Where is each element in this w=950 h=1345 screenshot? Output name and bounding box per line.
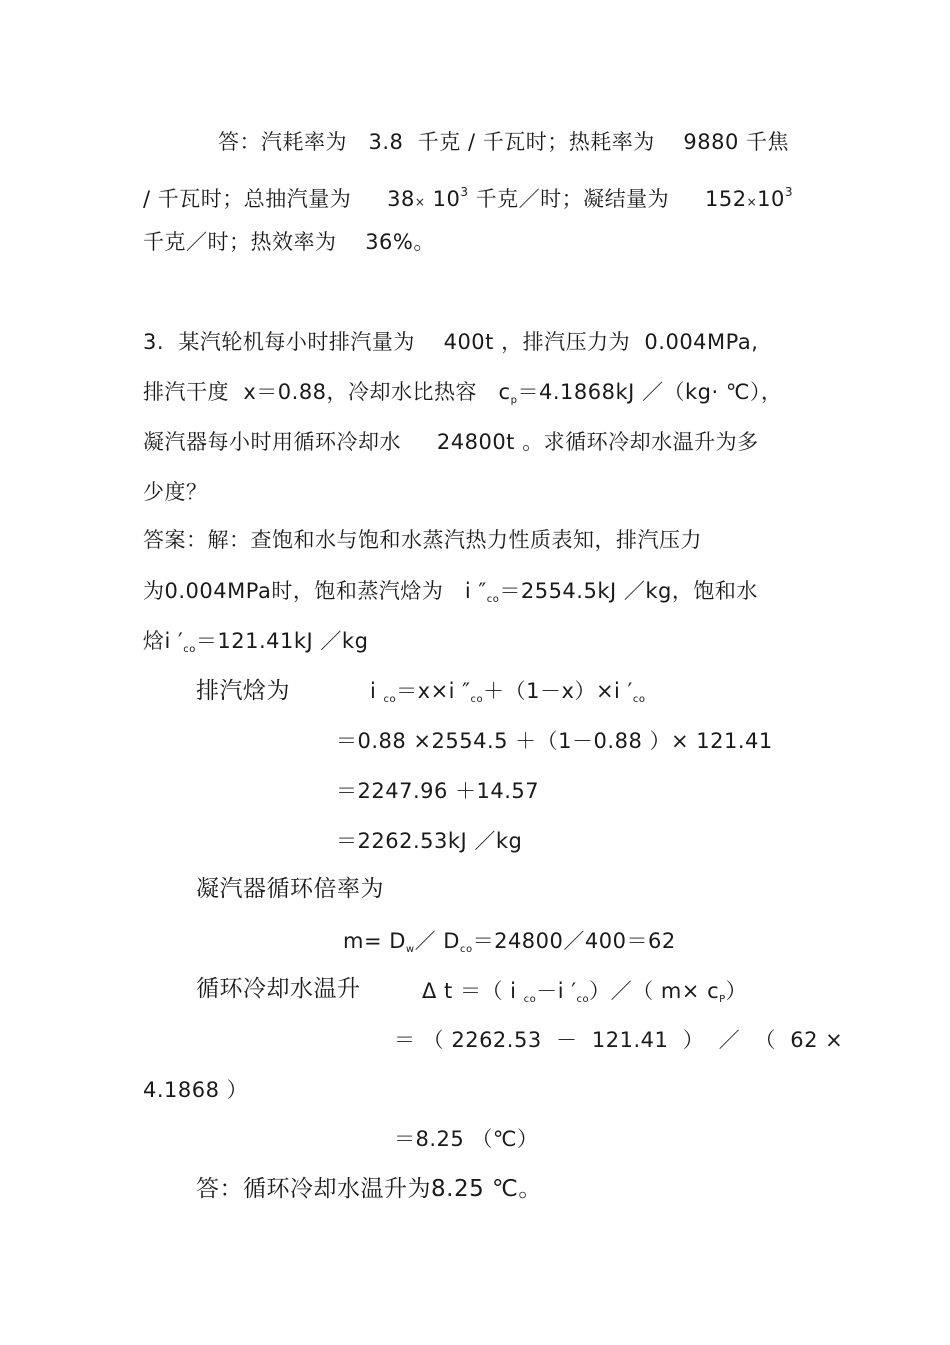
text: ＝x×i ″ xyxy=(396,679,471,703)
text: 答案：解：查饱和水与饱和水蒸汽热力性质表知，排汽压力 xyxy=(143,528,702,552)
text: 凝汽器循环倍率为 xyxy=(196,876,384,902)
answer-line-1 xyxy=(143,525,702,555)
text: 排汽焓为 xyxy=(196,678,290,704)
ratio-formula xyxy=(343,926,676,965)
prev-answer-line-3 xyxy=(143,227,435,257)
text: ＝0.88 ×2554.5 ＋（1－0.88 ）× 121.41 xyxy=(336,729,773,753)
temp-rise-formula xyxy=(422,976,747,1015)
subscript: co xyxy=(632,694,646,705)
text: 答：循环冷却水温升为8.25 ℃。 xyxy=(196,1176,542,1202)
question-line-2 xyxy=(143,377,782,416)
temp-rise-label xyxy=(196,974,361,1004)
subscript: co xyxy=(183,644,196,655)
text: ＝ （ 2262.53 － 121.41 ） ／ （ 62 × xyxy=(394,1028,844,1052)
text: 少度？ xyxy=(143,480,208,504)
text: －i ′ xyxy=(536,979,577,1003)
text: 排汽干度 x＝0.88，冷却水比热容 c xyxy=(143,380,511,404)
subscript: co xyxy=(383,694,397,705)
subscript: p xyxy=(510,395,518,406)
text: ＋（1－x）×i ′ xyxy=(483,679,633,703)
text: 凝汽器每小时用循环冷却水 24800t 。求循环冷却水温升为多 xyxy=(143,430,759,454)
text: 循环冷却水温升 xyxy=(196,976,361,1002)
temp-rise-step-1 xyxy=(394,1025,843,1055)
subscript: co xyxy=(523,994,537,1005)
text: ＝2247.96 ＋14.57 xyxy=(336,779,540,803)
temp-rise-result xyxy=(394,1124,539,1154)
text: ＝2554.5kJ ／kg，饱和水 xyxy=(499,579,758,603)
question-line-3 xyxy=(143,427,759,457)
exponent: 3 xyxy=(460,185,469,199)
multiply-sign: × xyxy=(414,195,426,209)
text: ） xyxy=(725,979,748,1003)
temp-rise-step-1-cont xyxy=(143,1075,248,1105)
answer-line-2 xyxy=(143,576,758,615)
text: / 千瓦时；总抽汽量为 38 xyxy=(143,187,415,211)
enthalpy-step-2 xyxy=(336,776,539,806)
enthalpy-step-1 xyxy=(336,726,773,756)
text: Δ t ＝（ i xyxy=(422,979,524,1003)
enthalpy-formula xyxy=(370,676,645,715)
text: ／ D xyxy=(414,929,460,953)
text: ＝4.1868kJ ／（kg· ℃）， xyxy=(517,380,783,404)
text: 4.1868 ） xyxy=(143,1078,249,1102)
final-answer xyxy=(196,1174,542,1204)
text: i xyxy=(370,679,384,703)
text: 千克／时；热效率为 36%。 xyxy=(143,230,435,254)
question-line-1 xyxy=(143,327,758,357)
text: 10 xyxy=(425,187,461,211)
text: ＝121.41kJ ／kg xyxy=(195,629,369,653)
question-line-4 xyxy=(143,477,208,507)
text: 3. 某汽轮机每小时排汽量为 400t ，排汽压力为 0.004MPa, xyxy=(143,330,759,354)
subscript: co xyxy=(459,944,473,955)
prev-answer-line-2 xyxy=(143,177,793,217)
text: 10 xyxy=(757,187,785,211)
exponent: 3 xyxy=(784,185,794,199)
subscript: co xyxy=(486,594,500,605)
subscript: co xyxy=(470,694,484,705)
enthalpy-result xyxy=(336,826,522,856)
prev-answer-line-1 xyxy=(218,127,789,157)
subscript: w xyxy=(405,944,415,955)
subscript: co xyxy=(576,994,590,1005)
text: ＝8.25 （℃） xyxy=(394,1127,539,1151)
text: 焓i ′ xyxy=(143,629,184,653)
text: 千克／时；凝结量为 152 xyxy=(468,187,747,211)
multiply-sign: × xyxy=(746,195,758,209)
text: 为0.004MPa时，饱和蒸汽焓为 i ″ xyxy=(143,579,487,603)
answer-line-3 xyxy=(143,626,368,665)
subscript: P xyxy=(719,994,726,1005)
text: ＝2262.53kJ ／kg xyxy=(336,829,523,853)
text: m= D xyxy=(343,929,406,953)
ratio-label xyxy=(196,874,384,904)
enthalpy-label xyxy=(196,676,290,706)
text: ＝24800／400＝62 xyxy=(472,929,676,953)
text: 答：汽耗率为 3.8 千克 / 千瓦时；热耗率为 9880 千焦 xyxy=(218,130,790,154)
text: ）／（ m× c xyxy=(589,979,720,1003)
